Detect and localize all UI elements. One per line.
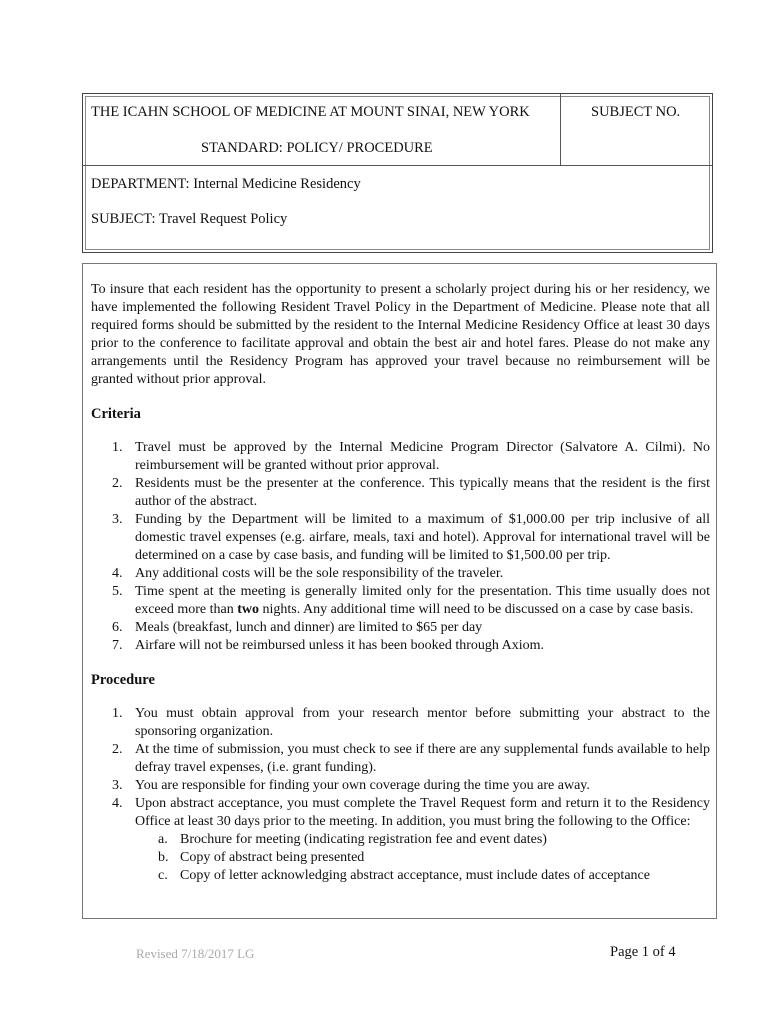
- list-item: [91, 511, 710, 565]
- sub-item-letter: c.: [158, 868, 168, 883]
- list-item: [91, 439, 710, 475]
- list-item: [91, 637, 710, 655]
- item-text: Any additional costs will be the sole responsibility of the traveler.: [135, 566, 504, 581]
- item-number: 2.: [112, 742, 123, 757]
- sub-item-letter: a.: [158, 832, 168, 847]
- item-text: Time spent at the meeting is generally limited only for the presentation. This time usually does not exceed more than: [135, 584, 710, 617]
- policy-content: [91, 281, 710, 885]
- procedure-list: [91, 705, 710, 885]
- list-item: [91, 619, 710, 637]
- item-number: 3.: [112, 512, 123, 527]
- item-text: nights. Any additional time will need to be discussed on a case by case basis.: [259, 602, 694, 617]
- item-text-bold: two: [237, 602, 260, 617]
- procedure-heading: Procedure: [91, 672, 155, 688]
- subject-number-label: SUBJECT NO.: [591, 104, 681, 120]
- item-text: At the time of submission, you must check to see if there are any supplemental funds available to help defray travel expenses, (i.e. grant funding).: [135, 742, 710, 775]
- list-item: [91, 583, 710, 619]
- sub-item-text: Copy of letter acknowledging abstract acceptance, must include dates of acceptance: [180, 868, 650, 883]
- header-table: [82, 93, 713, 253]
- item-text: Residents must be the presenter at the conference. This typically means that the resident is the first author of the abstract.: [135, 476, 710, 509]
- item-text: Upon abstract acceptance, you must complete the Travel Request form and return it to the Residency Office at least 30 days prior to the meeting. In addition, you must bring the following to the Office:: [135, 796, 710, 829]
- item-text: Meals (breakfast, lunch and dinner) are limited to $65 per day: [135, 620, 483, 635]
- required-documents-list: [135, 831, 710, 885]
- revision-note: Revised 7/18/2017 LG: [136, 946, 255, 961]
- item-number: 6.: [112, 620, 123, 635]
- criteria-list: [91, 439, 710, 655]
- page-number: Page 1 of 4: [610, 944, 676, 960]
- subject-label: SUBJECT: Travel Request Policy: [91, 211, 288, 227]
- item-number: 4.: [112, 796, 123, 811]
- item-number: 1.: [112, 440, 123, 455]
- item-text: You must obtain approval from your research mentor before submitting your abstract to the sponsoring organization.: [135, 706, 710, 739]
- item-text: You are responsible for finding your own coverage during the time you are away.: [135, 778, 590, 793]
- sub-list-item: [135, 849, 710, 867]
- list-item: [91, 475, 710, 511]
- sub-list-item: [135, 867, 710, 885]
- item-number: 4.: [112, 566, 123, 581]
- item-number: 3.: [112, 778, 123, 793]
- list-item: [91, 565, 710, 583]
- institution-name: THE ICAHN SCHOOL OF MEDICINE AT MOUNT SINAI, NEW YORK: [91, 104, 530, 120]
- department-label: DEPARTMENT: Internal Medicine Residency: [91, 176, 361, 192]
- item-number: 5.: [112, 584, 123, 599]
- item-text: Travel must be approved by the Internal Medicine Program Director (Salvatore A. Cilmi). No reimbursement will be granted without prior approval.: [135, 440, 710, 473]
- list-item: [91, 741, 710, 777]
- item-text: Funding by the Department will be limited to a maximum of $1,000.00 per trip inclusive of all domestic travel expenses (e.g. airfare, meals, taxi and hotel). Approval for international travel will be determined on a case by case basis, and funding will be limited to $1,500.00 per trip.: [135, 512, 710, 563]
- sub-list-item: [135, 831, 710, 849]
- sub-item-text: Brochure for meeting (indicating registration fee and event dates): [180, 832, 547, 847]
- list-item: [91, 705, 710, 741]
- standard-label: STANDARD: POLICY/ PROCEDURE: [201, 140, 433, 156]
- item-number: 7.: [112, 638, 123, 653]
- sub-item-text: Copy of abstract being presented: [180, 850, 365, 865]
- list-item: [91, 795, 710, 885]
- criteria-heading: Criteria: [91, 406, 141, 422]
- sub-item-letter: b.: [158, 850, 169, 865]
- list-item: [91, 777, 710, 795]
- item-number: 1.: [112, 706, 123, 721]
- intro-paragraph: To insure that each resident has the opportunity to present a scholarly project during his or her residency, we have implemented the following Resident Travel Policy in the Department of Medicine. Please note that all required forms should be submitted by the resident to the Internal Medicine Residency Office at least 30 days prior to the conference to facilitate approval and obtain the best air and hotel fares. Please do not make any arrangements until the Residency Program has approved your travel because no reimbursement will be granted without prior approval.: [91, 282, 710, 387]
- item-text: Airfare will not be reimbursed unless it has been booked through Axiom.: [135, 638, 545, 653]
- item-number: 2.: [112, 476, 123, 491]
